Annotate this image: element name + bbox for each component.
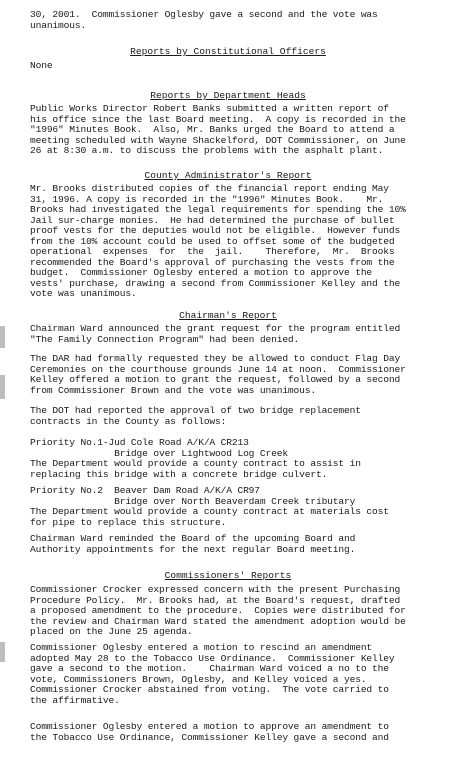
- approve-paragraph: Commissioner Oglesby entered a motion to approve an amendment to the Tobacco Use Ordinance, Commissioner Kelley gave a second and: [30, 721, 389, 743]
- margin-hole-mark: [0, 642, 5, 662]
- grant-paragraph: Chairman Ward announced the grant request for the program entitled "The Family Connection Program" had been denied.: [30, 323, 401, 345]
- section-heading-commissioners: Commissioners' Reports: [164, 570, 292, 581]
- intro-paragraph: 30, 2001. Commissioner Oglesby gave a second and the vote was unanimous.: [30, 9, 378, 31]
- reminder-paragraph: Chairman Ward reminded the Board of the upcoming Board and Authority appointments for the next regular Board meeting.: [30, 533, 356, 555]
- dot-paragraph: The DOT had reported the approval of two bridge replacement contracts in the County as follows:: [30, 405, 361, 427]
- public-works-paragraph: Public Works Director Robert Banks submitted a written report of his office since the last Board meeting. A copy is recorded in the "1996" Minutes Book. Also, Mr. Banks urged the Board to attend a meeting scheduled with Wayne Shackelford, DOT Commissioner, on June 26 at 8:30 a.m. to discuss the problems with the asphalt plant.: [30, 103, 406, 156]
- section-heading-department: Reports by Department Heads: [150, 90, 306, 101]
- crocker-paragraph: Commissioner Crocker expressed concern with the present Purchasing Procedure Policy. Mr. Brooks had, at the Board's request, drafted a proposed amendment to the procedure. Copies were distributed for the review and Chairman Ward stated the amendment adoption would be placed on the June 25 agenda.: [30, 584, 406, 637]
- section-heading-constitutional: Reports by Constitutional Officers: [130, 46, 326, 57]
- priority-2-paragraph: Priority No.2 Beaver Dam Road A/K/A CR97 Bridge over North Beaverdam Creek tributary The Department would provide a county contract at materials cost for pipe to replace this structure.: [30, 485, 389, 528]
- dar-paragraph: The DAR had formally requested they be allowed to conduct Flag Day Ceremonies on the courthouse grounds June 14 at noon. Commissioner Kelley offered a motion to grant the request, followed by a second from Commissioner Brown and the vote was unanimous.: [30, 353, 406, 396]
- margin-hole-mark: [0, 326, 5, 348]
- margin-hole-mark: [0, 375, 5, 399]
- none-text: None: [30, 60, 53, 71]
- brooks-paragraph: Mr. Brooks distributed copies of the financial report ending May 31, 1996. A copy is recorded in the "1996" Minutes Book. Mr. Brooks had investigated the legal requirements for spending the 10% Jail sur-charge monies. He had determined the purchase of bullet proof vests for the deputies would not be eligible. However funds from the 10% account could be used to offset some of the budgeted operational expenses for the jail. Therefore, Mr. Brooks recommended the Board's approval of purchasing the vests from the budget. Commissioner Oglesby entered a motion to approve the vests' purchase, drawing a second from Commissioner Kelley and the vote was unanimous.: [30, 183, 406, 299]
- section-heading-chairman: Chairman's Report: [179, 310, 277, 321]
- rescind-paragraph: Commissioner Oglesby entered a motion to rescind an amendment adopted May 28 to the Tobacco Use Ordinance. Commissioner Kelley gave a second to the motion. Chairman Ward voiced a no to the vote, Commissioners Brown, Oglesby, and Kelley voiced a yes. Commissioner Crocker abstained from voting. The vote carried to the affirmative.: [30, 642, 395, 706]
- section-heading-administrator: County Administrator's Report: [144, 170, 312, 181]
- priority-1-paragraph: Priority No.1-Jud Cole Road A/K/A CR213 Bridge over Lightwood Log Creek The Department would provide a county contract to assist in replacing this bridge with a concrete bridge culvert.: [30, 437, 361, 480]
